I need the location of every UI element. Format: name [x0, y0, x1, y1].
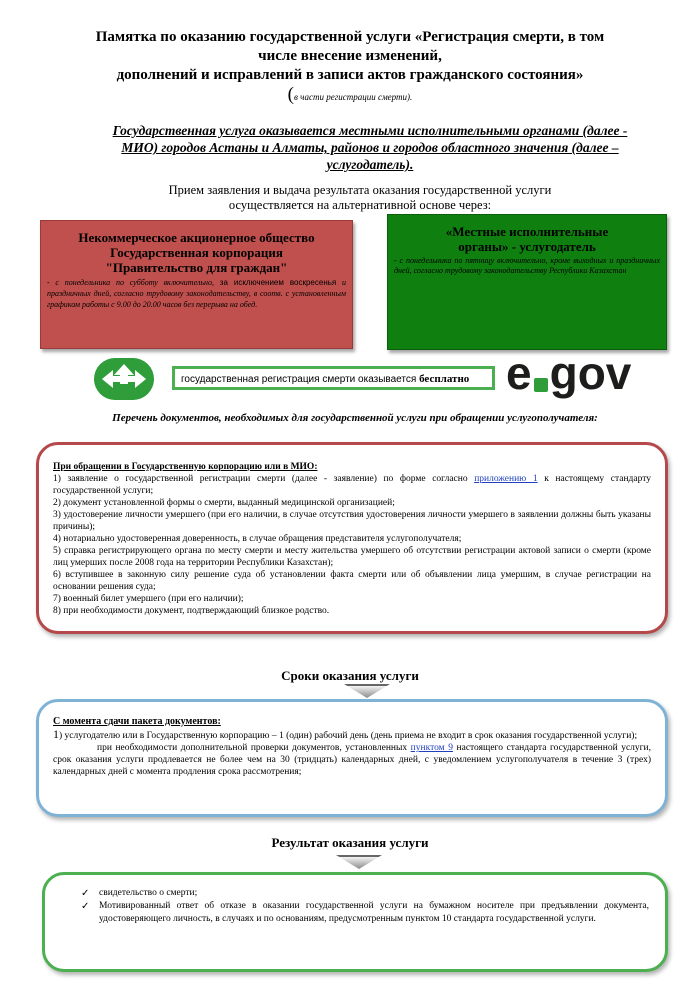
document-item-4: 4) нотариально удостоверенная доверенность, в случае обращения представителя услугополучателя; — [53, 534, 462, 544]
document-item-5: 5) справка регистрирующего органа по месту смерти и месту жительства умершего об отсутствии регистрации актовой записи о смерти (кроме лиц умерших после 2008 года на территории Республики Казахстан); — [53, 546, 651, 568]
corp-schedule-part-b: за исключением воскресенья — [219, 278, 337, 287]
documents-box — [36, 442, 668, 634]
corp-heading-line-3: "Правительство для граждан" — [105, 260, 288, 275]
title-note-line — [60, 85, 640, 107]
mio-heading-line-1: «Местные исполнительные — [445, 224, 609, 239]
title-line-2: числе внесение изменений, — [258, 48, 442, 64]
state-corporation-box — [40, 220, 353, 349]
paragraph-9-link[interactable]: пунктом 9 — [410, 743, 453, 753]
doc-item1-text-a: 1) заявление о государственной регистрации смерти (далее - заявление) по форме согласно — [53, 474, 475, 484]
corp-heading-line-2: Государственная корпорация — [110, 245, 283, 260]
result-arrow-icon — [336, 855, 382, 869]
doc-item1-text-b: к настоящему стандарту государственной услуги; — [53, 474, 652, 496]
document-item-3: 3) удостоверение личности умершего (при его наличии, в случае отсутствия удостоверения личности умершего в заявлении должны быть указаны причины); — [53, 510, 651, 532]
document-item-6: 6) вступившее в законную силу решение суда об установлении факта смерти или об объявлении лица умершим, в случае регистрации на основании решения суда; — [53, 570, 651, 592]
documents-section-heading: Перечень документов, необходимых для государственной услуги при обращении услугополучателя: — [112, 412, 598, 424]
document-item-1 — [53, 473, 651, 497]
terms-item1-text: ) услугодателю или в Государственную корпорацию – 1 (один) рабочий день (день приема не входит в срок оказания государственной услуги); — [59, 731, 638, 741]
title-line-1: Памятка по оказанию государственной услуги «Регистрация смерти, в том — [95, 29, 605, 45]
document-item-8: 8) при необходимости документ, подтверждающий близкое родство. — [53, 606, 330, 616]
corp-schedule-part-a: - с понедельника по субботу включительно, — [47, 278, 220, 287]
terms-item2-text-a: при необходимости дополнительной проверки документов, установленных — [97, 743, 411, 753]
terms-box-heading: С момента сдачи пакета документов: — [53, 716, 221, 727]
state-corporation-heading — [47, 230, 346, 275]
arrows-logo-icon — [94, 358, 154, 400]
title-line-3: дополнений и исправлений в записи актов гражданского состояния» — [116, 67, 584, 83]
corp-heading-line-1: Некоммерческое акционерное общество — [78, 230, 315, 245]
intro-text — [150, 183, 570, 213]
result-section-title: Результат оказания услуги — [271, 835, 429, 850]
check-icon: ✓ — [81, 888, 90, 899]
mio-heading-line-2: органы» - услугодатель — [458, 239, 596, 254]
corp-schedule-part-c: и праздничных дней, согласно трудовому законодательству, в соотв. с установленным графиком работы с 9.00 до 20.00 часов без перерыва на обед. — [47, 278, 347, 309]
egov-logo-e: e — [506, 347, 532, 399]
local-executive-bodies-box — [387, 214, 667, 350]
terms-section-title: Сроки оказания услуги — [281, 668, 419, 683]
provider-subtitle: Государственная услуга оказывается местными исполнительными органами (далее - МИО) городов Астаны и Алматы, районов и городов областного значения (далее – услугодатель). — [112, 123, 628, 172]
mio-heading — [394, 224, 660, 254]
appendix-1-link[interactable]: приложению 1 — [474, 474, 538, 484]
free-note-emphasis: бесплатно — [419, 373, 470, 385]
egov-logo-text: gov — [549, 347, 632, 399]
terms-arrow-icon — [344, 684, 390, 698]
egov-logo — [506, 347, 632, 399]
result-box — [42, 872, 668, 972]
document-item-7: 7) военный билет умершего (при его наличии); — [53, 594, 244, 604]
title-note: в части регистрации смерти). — [294, 92, 413, 102]
title-paren: ( — [287, 84, 294, 105]
free-note-text: государственная регистрация смерти оказывается — [181, 374, 420, 385]
terms-item-2 — [53, 742, 651, 778]
terms-box — [36, 699, 668, 817]
result-item-2 — [81, 900, 649, 926]
free-service-note — [172, 366, 495, 390]
intro-line-1: Прием заявления и выдача результата оказания государственной услуги — [168, 183, 552, 197]
terms-item2-text-b: настоящего стандарта государственной услуги, срок оказания услуги продлевается не более чем на 30 (тридцать) календарных дней, с уведомлением услугополучателя в течение 3 (трех) календарных дней с момента продления срока рассмотрения; — [53, 743, 652, 777]
page-title — [60, 28, 640, 107]
result-item-1 — [81, 887, 649, 900]
check-icon: ✓ — [81, 901, 90, 912]
terms-item-1 — [53, 728, 651, 742]
mio-schedule: - с понедельника по пятницу включительно, кроме выходных и праздничных дней, согласно трудовому законодательству Республики Казахстан — [394, 256, 660, 275]
document-item-2: 2) документ установленной формы о смерти, выданный медицинской организацией; — [53, 498, 395, 508]
result-item2-text: Мотивированный ответ об отказе в оказании государственной услуги на бумажном носителе при предъявлении документа, удостоверяющего личность, в случаях и по основаниям, предусмотренным пунктом 10 стандарта государственной услуги. — [99, 901, 649, 924]
state-corporation-schedule — [47, 277, 346, 310]
documents-box-heading: При обращении в Государственную корпорацию или в МИО: — [53, 462, 318, 472]
result-item1-text: свидетельство о смерти; — [99, 888, 198, 898]
terms-item1-num: 1 — [53, 727, 59, 741]
result-list — [81, 887, 649, 926]
intro-line-2: осуществляется на альтернативной основе через: — [228, 198, 492, 212]
egov-plus-icon — [534, 378, 548, 392]
